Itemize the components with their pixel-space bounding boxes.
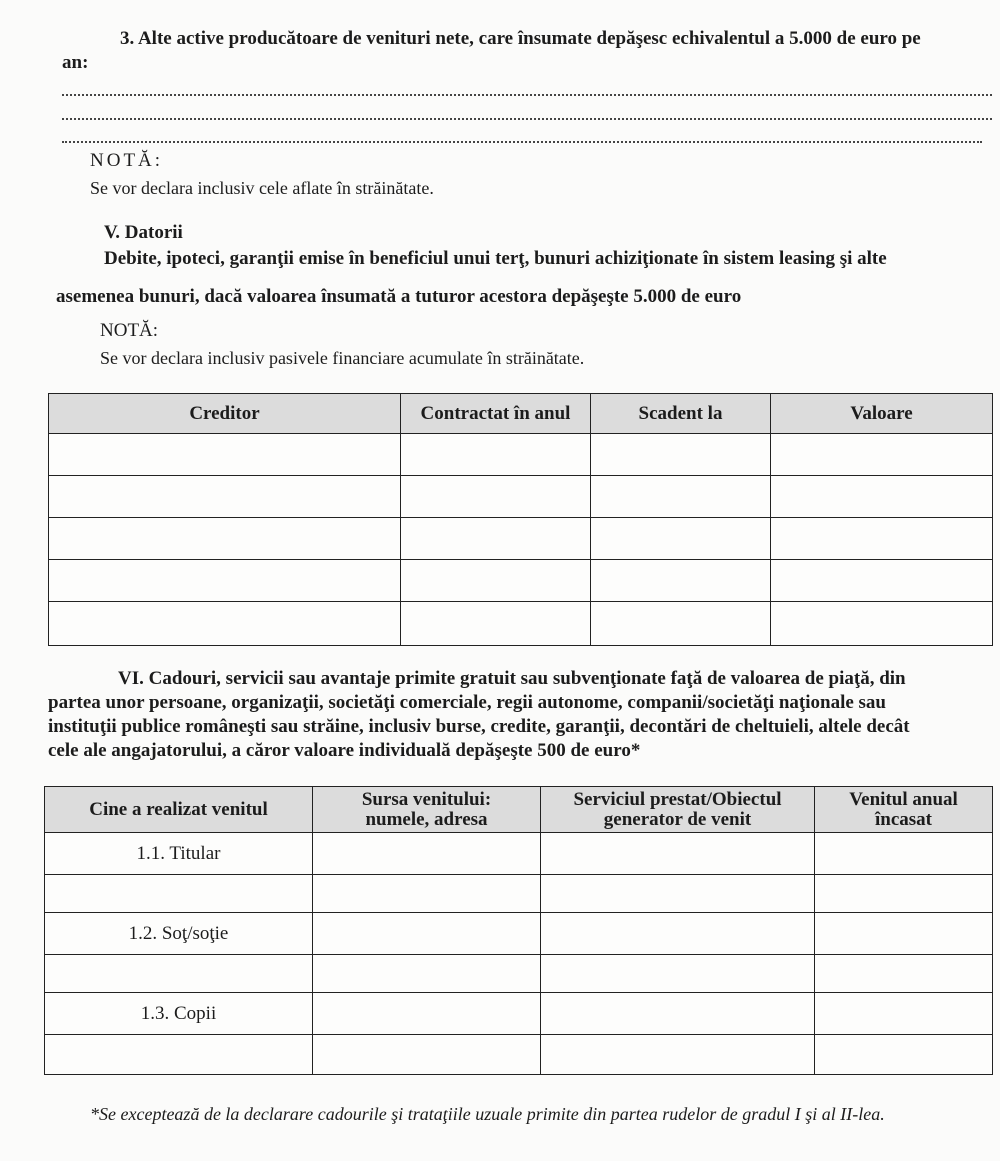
table-cell[interactable] — [541, 833, 815, 875]
footnote: *Se exceptează de la declarare cadourile şi trataţiile uzuale primite din partea rudelor de gradul I şi al II-lea. — [90, 1104, 885, 1124]
table-cell[interactable] — [815, 955, 993, 993]
column-header-venitul — [815, 787, 993, 833]
row-label-sot: 1.2. Soţ/soţie — [45, 913, 313, 955]
table-cell[interactable] — [401, 602, 591, 646]
nota-text: Se vor declara inclusiv cele aflate în străinătate. — [90, 178, 434, 198]
table-cell[interactable] — [771, 476, 993, 518]
section-3-heading-continued: an: — [62, 52, 89, 73]
table-cell[interactable] — [591, 602, 771, 646]
table-row — [45, 955, 993, 993]
table-cell[interactable] — [49, 560, 401, 602]
row-label-titular: 1.1. Titular — [45, 833, 313, 875]
table-cell[interactable] — [49, 602, 401, 646]
dotted-fill-line — [62, 118, 992, 120]
table-row — [49, 434, 993, 476]
table-cell[interactable] — [815, 875, 993, 913]
column-header-serviciul — [541, 787, 815, 833]
nota-label: NOTĂ: — [90, 150, 164, 171]
table-cell[interactable] — [541, 955, 815, 993]
table-cell[interactable] — [815, 993, 993, 1035]
table-cell[interactable] — [313, 913, 541, 955]
table-cell[interactable] — [313, 955, 541, 993]
table-cell[interactable] — [49, 476, 401, 518]
table-cell[interactable] — [771, 560, 993, 602]
datorii-table — [48, 393, 993, 646]
table-row — [49, 602, 993, 646]
table-row — [49, 560, 993, 602]
table-header-row — [49, 394, 993, 434]
dotted-fill-line — [62, 141, 982, 143]
table-cell[interactable] — [591, 434, 771, 476]
row-label-copii: 1.3. Copii — [45, 993, 313, 1035]
table-row — [49, 518, 993, 560]
table-cell[interactable] — [401, 476, 591, 518]
table-cell[interactable] — [401, 518, 591, 560]
nota-label: NOTĂ: — [100, 320, 159, 341]
table-cell[interactable] — [313, 1035, 541, 1075]
section-6-text-line: VI. Cadouri, servicii sau avantaje primite gratuit sau subvenţionate faţă de valoarea de piaţă, din — [118, 668, 906, 689]
column-header-serviciul-line2: generator de venit — [603, 808, 752, 830]
table-cell[interactable] — [815, 913, 993, 955]
column-header-contractat: Contractat în anul — [401, 394, 591, 434]
section-5-title: V. Datorii — [104, 222, 183, 243]
section-3-heading: 3. Alte active producătoare de venituri nete, care însumate depăşesc echivalentul a 5.000 de euro pe — [120, 28, 921, 49]
table-cell[interactable] — [591, 518, 771, 560]
table-row — [45, 913, 993, 955]
nota-text: Se vor declara inclusiv pasivele financiare acumulate în străinătate. — [100, 348, 585, 368]
cadouri-table — [44, 786, 993, 1075]
section-6-text-line: instituţii publice româneşti sau străine, inclusiv burse, credite, garanţii, decontări de cheltuieli, altele decât — [48, 716, 910, 737]
table-cell[interactable] — [591, 560, 771, 602]
table-cell[interactable] — [45, 875, 313, 913]
table-cell[interactable] — [45, 955, 313, 993]
dotted-fill-line — [62, 94, 992, 96]
column-header-serviciul-line1: Serviciul prestat/Obiectul — [573, 788, 782, 810]
column-header-sursa-line1: Sursa venitului: — [361, 788, 492, 810]
table-cell[interactable] — [313, 833, 541, 875]
table-cell[interactable] — [49, 434, 401, 476]
table-row — [49, 476, 993, 518]
column-header-cine — [45, 787, 313, 833]
section-6-text-line: partea unor persoane, organizaţii, societăţi comerciale, regii autonome, companii/societăţi naţionale sau — [48, 692, 887, 713]
table-cell[interactable] — [541, 875, 815, 913]
table-cell[interactable] — [815, 1035, 993, 1075]
table-cell[interactable] — [401, 560, 591, 602]
table-header-row — [45, 787, 993, 833]
column-header-scadent: Scadent la — [591, 394, 771, 434]
table-row — [45, 875, 993, 913]
table-cell[interactable] — [541, 913, 815, 955]
table-cell[interactable] — [313, 875, 541, 913]
table-cell[interactable] — [815, 833, 993, 875]
section-6-text-line: cele ale angajatorului, a căror valoare individuală depăşeşte 500 de euro* — [48, 740, 641, 761]
table-cell[interactable] — [313, 993, 541, 1035]
table-cell[interactable] — [49, 518, 401, 560]
table-cell[interactable] — [771, 518, 993, 560]
column-header-sursa-line2: numele, adresa — [365, 808, 488, 830]
column-header-valoare: Valoare — [771, 394, 993, 434]
column-header-creditor: Creditor — [49, 394, 401, 434]
table-cell[interactable] — [45, 1035, 313, 1075]
table-cell[interactable] — [771, 434, 993, 476]
column-header-sursa — [313, 787, 541, 833]
table-row — [45, 833, 993, 875]
table-cell[interactable] — [591, 476, 771, 518]
table-cell[interactable] — [401, 434, 591, 476]
table-cell[interactable] — [541, 993, 815, 1035]
column-header-venitul-line1: Venitul anual — [849, 788, 958, 810]
column-header-venitul-line2: încasat — [875, 808, 932, 830]
table-row — [45, 993, 993, 1035]
table-cell[interactable] — [771, 602, 993, 646]
section-5-text-line: asemenea bunuri, dacă valoarea însumată a tuturor acestora depăşeşte 5.000 de euro — [56, 286, 742, 307]
column-header-cine-label: Cine a realizat venitul — [89, 798, 268, 820]
table-row — [45, 1035, 993, 1075]
table-cell[interactable] — [541, 1035, 815, 1075]
section-5-text-line: Debite, ipoteci, garanţii emise în beneficiul unui terţ, bunuri achiziţionate în sistem leasing şi alte — [104, 248, 887, 269]
